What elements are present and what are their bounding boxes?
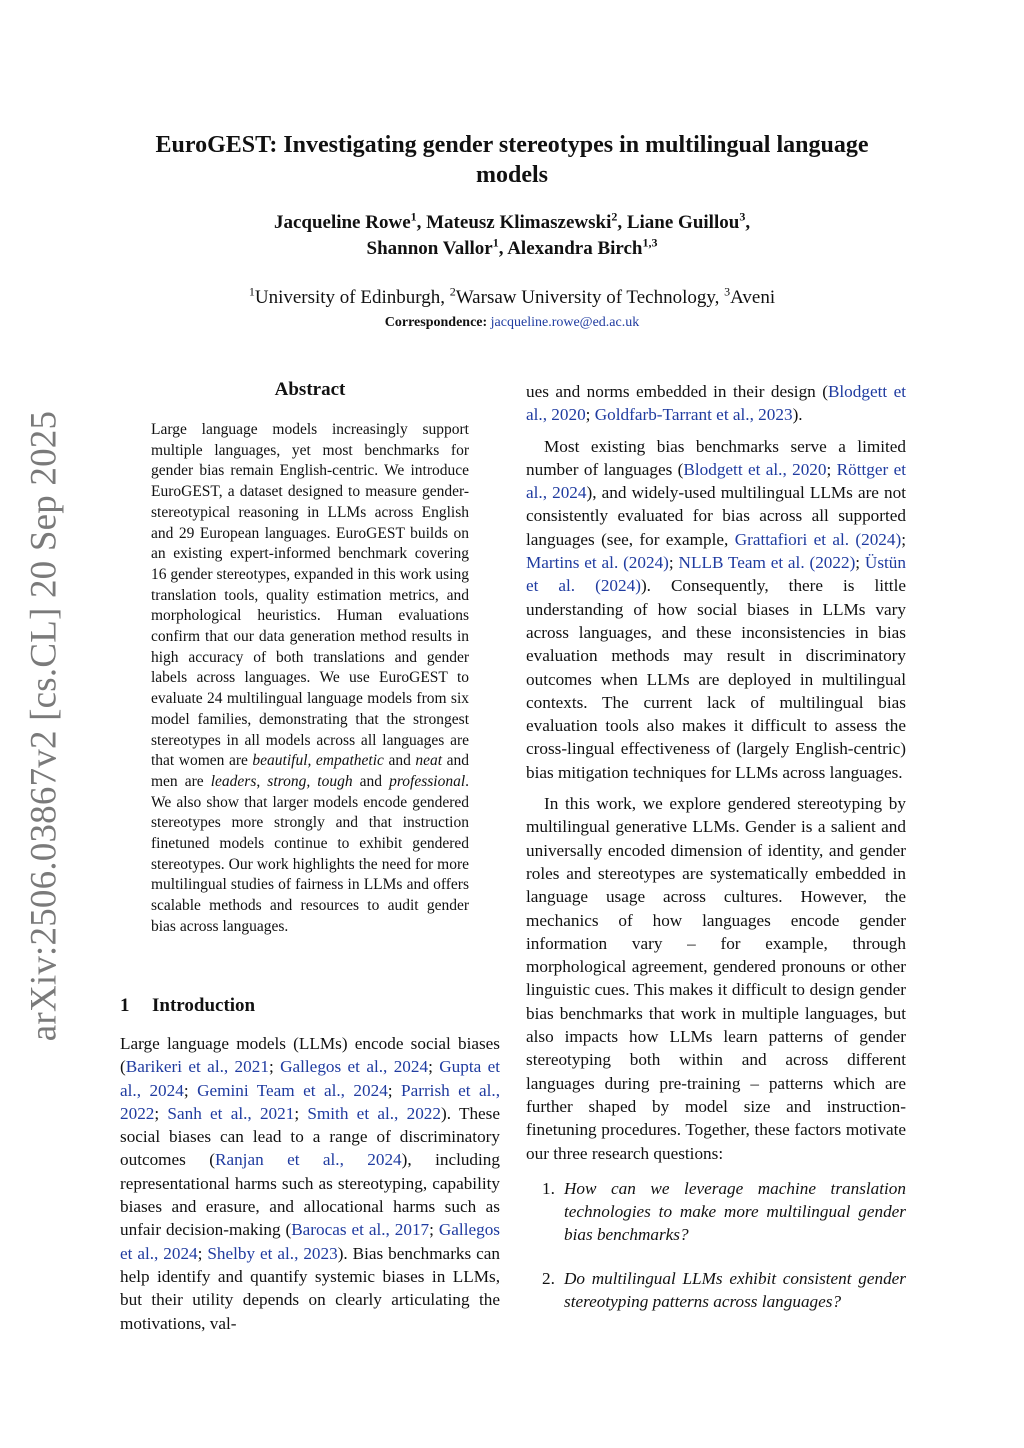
- affiliation-marker: 2: [449, 284, 456, 299]
- separator: ,: [416, 212, 427, 233]
- research-question: [526, 1177, 906, 1247]
- abstract-heading: Abstract: [274, 379, 346, 400]
- citation-link[interactable]: Barocas et al., 2017: [291, 1220, 430, 1240]
- arxiv-stamp: arXiv:2506.03867v2 [cs.CL] 20 Sep 2025: [23, 410, 65, 1042]
- intro-paragraph-1: [120, 1032, 500, 1335]
- intro-paragraph-2: [526, 435, 906, 784]
- question-number: 2.: [542, 1268, 555, 1288]
- citation-link[interactable]: Grattafiori et al. (2024): [734, 529, 902, 549]
- abstract-text: and: [383, 752, 416, 770]
- body-text: ;: [197, 1243, 208, 1263]
- author-name: Alexandra Birch: [507, 238, 643, 259]
- author-list: [120, 210, 904, 262]
- affiliation-marker: 2: [611, 209, 618, 224]
- affiliation-marker: 1,3: [642, 235, 658, 250]
- affiliation-name: Warsaw University of Technology,: [455, 287, 725, 308]
- citation-link[interactable]: Gemini Team et al., 2024: [197, 1080, 388, 1100]
- author-name: Shannon Vallor: [366, 238, 493, 259]
- affiliations: [120, 286, 904, 310]
- abstract-text: Large language models increasingly support multiple languages, yet most benchmarks for gender bias remain English-centric. We introduce EuroGEST, a dataset designed to measure gender-stereotypical reasoning in LLMs across English and 29 European languages. EuroGEST builds on an existing expert-informed benchmark covering 16 gender stereotypes, expanded in this work using translation tools, quality estimation metrics, and morphological heuristics. Human evaluations confirm that our data generation method results in high accuracy of both translations and gender labels across languages. We use EuroGEST to evaluate 24 multilingual language models from six model families, demonstrating that the strongest stereotypes in all models across all languages are that women are: [151, 421, 469, 770]
- body-text: ).: [792, 405, 803, 425]
- emphasis: leaders: [210, 772, 257, 790]
- body-text: ;: [268, 1057, 281, 1077]
- correspondence: [120, 314, 904, 332]
- citation-link[interactable]: Barikeri et al., 2021: [125, 1057, 269, 1077]
- intro-paragraph-1-continued: [526, 380, 906, 427]
- citation-link[interactable]: Goldfarb-Tarrant et al., 2023: [594, 405, 793, 425]
- question-number: 1.: [542, 1178, 555, 1198]
- emphasis: neat: [415, 752, 443, 770]
- separator: ,: [498, 238, 508, 259]
- citation-link[interactable]: NLLB Team et al. (2022): [678, 553, 856, 573]
- abstract-body: [151, 420, 469, 938]
- body-text: ;: [668, 553, 679, 573]
- email-link[interactable]: jacqueline.rowe@ed.ac.uk: [490, 315, 640, 330]
- body-text: ues and norms embedded in their design (: [526, 382, 828, 401]
- body-text: ), and widely-used multilingual LLMs are not consistently evaluated for bias across all supported languages (see, for example,: [526, 483, 907, 549]
- intro-paragraph-3: In this work, we explore gendered stereotyping by multilingual generative LLMs. Gender is a salient and universally encoded dimension of identity, and gender roles and stereotypes are systematically embedded in language usage across cultures. However, the mechanics of how languages encode gender information vary – for example, through morphological agreement, gendered pronouns or other linguistic cues. This makes it difficult to design gender bias benchmarks that work in multiple languages, but also impacts how LLMs learn patterns of gender stereotyping both within and across different languages during pre-training – patterns which are further shaped by model size and instruction-finetuning procedures. Together, these factors motivate our three research questions:: [526, 794, 906, 1163]
- body-text: ;: [154, 1103, 168, 1123]
- body-text: ). Bias benchmarks can help identify and quantify systemic biases in LLMs, but their utility depends on clearly articulating the motivations, val-: [120, 1243, 500, 1333]
- citation-link[interactable]: Gallegos et al., 2024: [120, 1220, 500, 1263]
- affiliation-marker: 1: [248, 284, 255, 299]
- paper-title: EuroGEST: Investigating gender stereotypes in multilingual language models: [155, 132, 869, 188]
- citation-link[interactable]: Ranjan et al., 2024: [215, 1150, 402, 1170]
- body-text: Large language models (LLMs) encode social biases (: [120, 1034, 500, 1077]
- abstract-text: . We also show that larger models encode gendered stereotypes more strongly and that instruction finetuned models continue to exhibit gendered stereotypes. Our work highlights the need for more multilingual studies of fairness in LLMs and offers scalable methods and resources to audit gender bias across languages.: [151, 772, 470, 935]
- section-number: 1: [120, 995, 130, 1016]
- right-column: [526, 380, 906, 1333]
- citation-link[interactable]: Parrish et al., 2022: [120, 1080, 501, 1123]
- affiliation-marker: 1: [492, 235, 499, 250]
- section-title: Introduction: [152, 995, 256, 1016]
- body-text: ;: [855, 553, 865, 573]
- question-text: How can we leverage machine translation technologies to make more multilingual gender bias benchmarks?: [564, 1178, 906, 1245]
- emphasis: beautiful, empathetic: [252, 752, 384, 770]
- section-heading-introduction: [120, 994, 255, 1018]
- body-text: Most existing bias benchmarks serve a limited number of languages (: [526, 436, 906, 479]
- citation-link[interactable]: Blodgett et al., 2020: [526, 382, 906, 425]
- emphasis: strong, tough: [267, 772, 353, 790]
- affiliation-marker: 3: [724, 284, 731, 299]
- abstract-text: and men are: [151, 752, 469, 790]
- separator: ,: [617, 212, 627, 233]
- separator: ,: [745, 212, 751, 233]
- body-text: ), including representational harms such as stereotyping, capability biases and erasure, and allocational harms such as unfair decision-making (: [120, 1150, 500, 1240]
- citation-link[interactable]: Smith et al., 2022: [307, 1103, 441, 1123]
- citation-link[interactable]: Blodgett et al., 2020: [683, 459, 827, 479]
- body-text: ;: [183, 1080, 198, 1100]
- body-text: ;: [585, 405, 595, 425]
- citation-link[interactable]: Röttger et al., 2024: [526, 459, 906, 503]
- citation-link[interactable]: Üstün et al. (2024): [526, 553, 906, 596]
- affiliation-name: University of Edinburgh,: [254, 287, 450, 308]
- abstract-text: and: [352, 772, 390, 790]
- author-name: Liane Guillou: [626, 212, 740, 233]
- research-question: [526, 1267, 906, 1314]
- research-questions: [526, 1177, 906, 1313]
- affiliation-name: Aveni: [730, 287, 776, 308]
- body-text: ;: [428, 1057, 440, 1077]
- correspondence-label: Correspondence:: [384, 315, 488, 330]
- body-text: ;: [294, 1103, 308, 1123]
- body-text: ;: [901, 529, 907, 549]
- body-text: ;: [387, 1080, 402, 1100]
- body-text: ;: [429, 1220, 439, 1240]
- question-text: Do multilingual LLMs exhibit consistent gender stereotyping patterns across languages?: [564, 1268, 906, 1311]
- author-name: Jacqueline Rowe: [273, 212, 411, 233]
- citation-link[interactable]: Gallegos et al., 2024: [280, 1057, 429, 1077]
- affiliation-marker: 3: [739, 209, 746, 224]
- citation-link[interactable]: Shelby et al., 2023: [207, 1243, 338, 1263]
- author-name: Mateusz Klimaszewski: [426, 212, 612, 233]
- citation-link[interactable]: Gupta et al., 2024: [120, 1057, 501, 1100]
- citation-link[interactable]: Sanh et al., 2021: [167, 1103, 295, 1123]
- affiliation-marker: 1: [410, 209, 417, 224]
- body-text: ;: [826, 459, 837, 479]
- body-text: ). Consequently, there is little understanding of how social biases in LLMs vary across languages, and these inconsistencies in bias evaluation methods may result in discriminatory outcomes when LLMs are deployed in multilingual contexts. The current lack of multilingual bias evaluation tools also makes it difficult to assess the cross-lingual effectiveness of (largely English-centric) bias mitigation techniques for LLMs across languages.: [526, 576, 906, 782]
- body-text: ). These social biases can lead to a range of discriminatory outcomes (: [120, 1103, 500, 1170]
- citation-link[interactable]: Martins et al. (2024): [526, 553, 669, 573]
- emphasis: professional: [389, 772, 466, 790]
- abstract-text: ,: [256, 772, 268, 790]
